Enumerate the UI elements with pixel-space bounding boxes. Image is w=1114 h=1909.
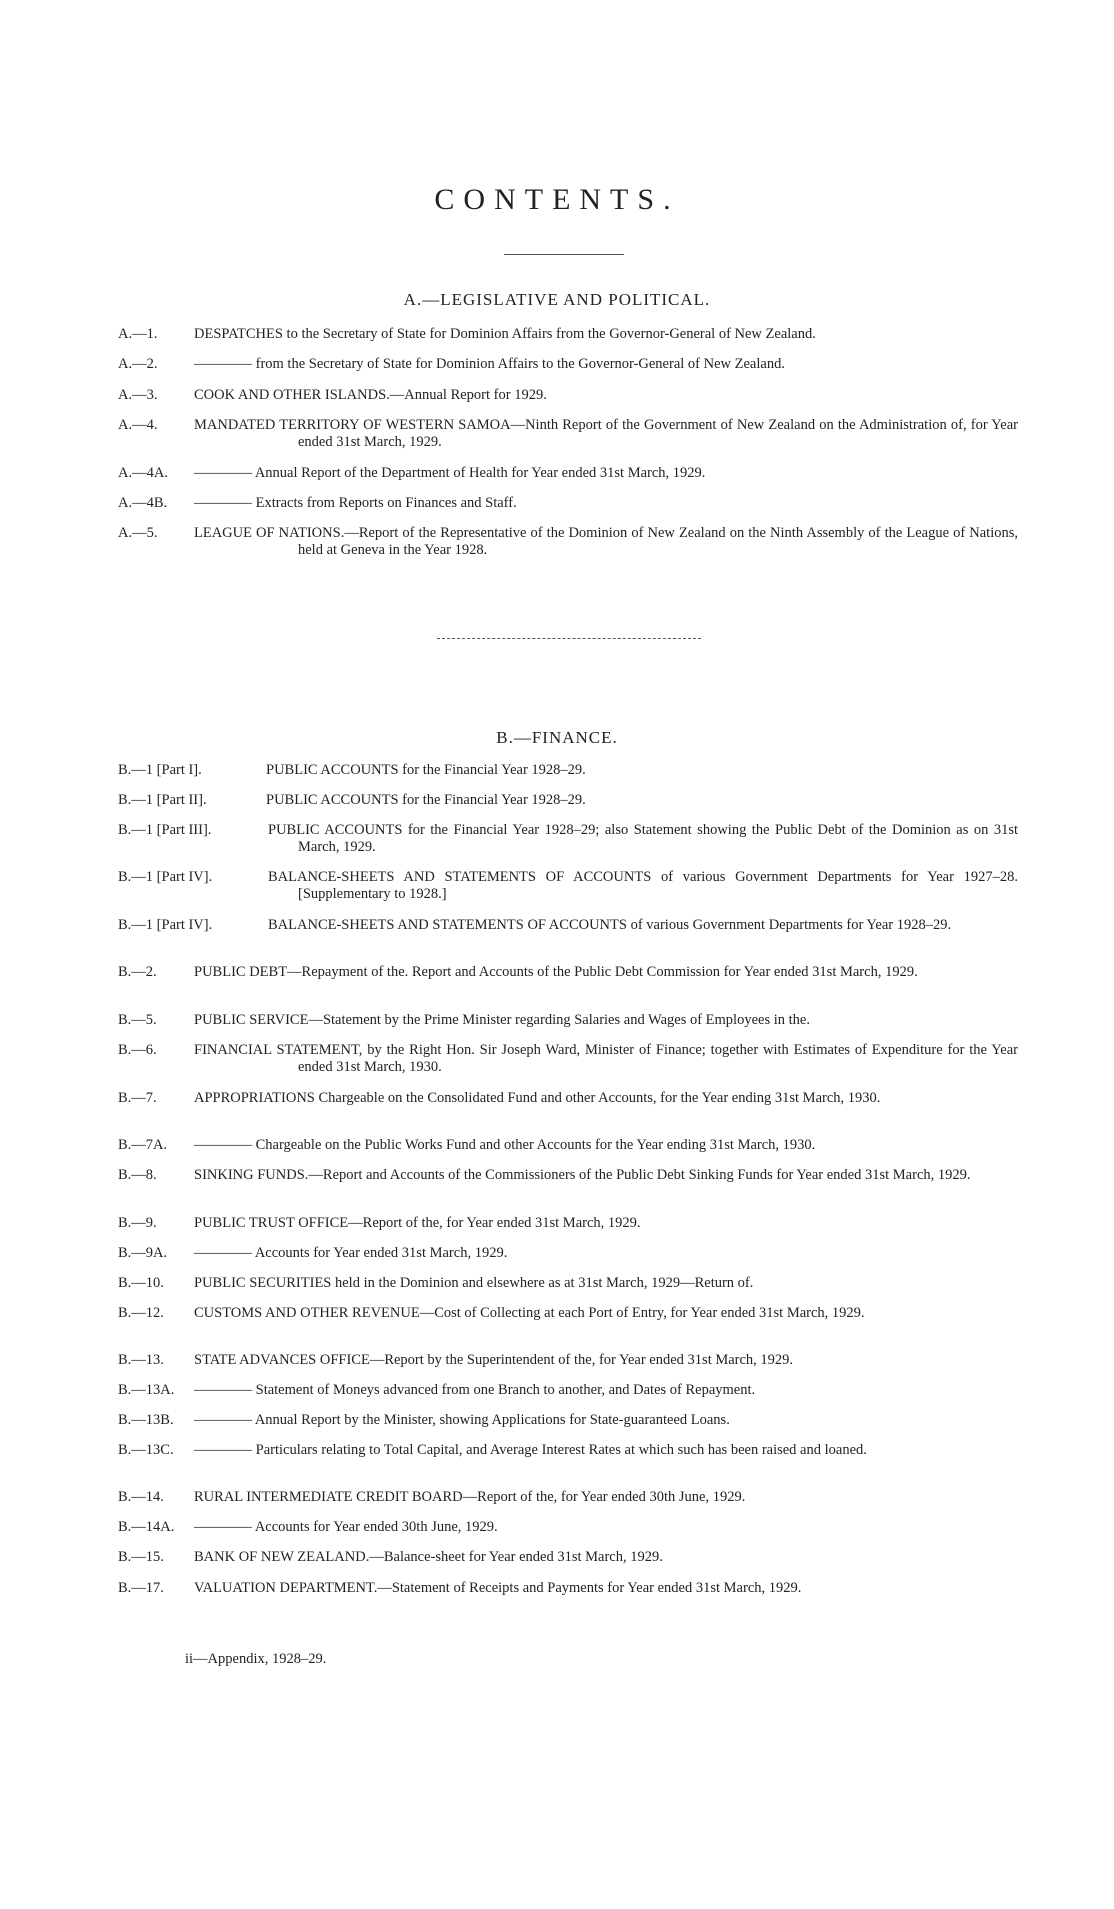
entry-code: A.—1. <box>118 326 158 342</box>
entry-text: ———— Annual Report by the Minister, showing Applications for State-guaranteed Loans. <box>194 1412 730 1428</box>
entry-code: B.—1 [Part I]. <box>118 762 202 778</box>
entry-text: CUSTOMS AND OTHER REVENUE—Cost of Collecting at each Port of Entry, for Year ended 31st March, 1929. <box>194 1305 865 1321</box>
entry-code: B.—13A. <box>118 1382 175 1398</box>
entry-code: A.—4A. <box>118 465 168 481</box>
section-b-heading: B.—FINANCE. <box>496 728 618 747</box>
entry-text: PUBLIC SERVICE—Statement by the Prime Minister regarding Salaries and Wages of Employees in the. <box>194 1012 810 1028</box>
title-rule <box>504 254 624 255</box>
entry-text: BALANCE-SHEETS AND STATEMENTS OF ACCOUNTS of various Government Departments for Year 1928–29. <box>268 917 952 933</box>
entry-text: PUBLIC TRUST OFFICE—Report of the, for Year ended 31st March, 1929. <box>194 1215 641 1231</box>
entry-text: ———— Statement of Moneys advanced from one Branch to another, and Dates of Repayment. <box>194 1382 756 1398</box>
entry-text: ———— Accounts for Year ended 30th June, 1929. <box>194 1519 498 1535</box>
entry-code: B.—7. <box>118 1090 157 1106</box>
entry-text: ———— Accounts for Year ended 31st March, 1929. <box>194 1245 508 1261</box>
entry-code: A.—4. <box>118 417 158 433</box>
entry-text: PUBLIC ACCOUNTS for the Financial Year 1928–29. <box>266 762 586 778</box>
entry-code: A.—5. <box>118 525 158 541</box>
entry-code: B.—15. <box>118 1549 164 1565</box>
page-footer: ii—Appendix, 1928–29. <box>185 1651 327 1667</box>
entry-text: PUBLIC ACCOUNTS for the Financial Year 1928–29; also Statement showing the Public Debt of the Dominion as on 31st March, 1929. <box>268 822 1018 855</box>
entry-text: LEAGUE OF NATIONS.—Report of the Representative of the Dominion of New Zealand on the Ninth Assembly of the League of Nations, held at Geneva in the Year 1928. <box>194 525 1018 558</box>
entry-text: ———— Chargeable on the Public Works Fund and other Accounts for the Year ending 31st March, 1930. <box>194 1137 816 1153</box>
entry-text: VALUATION DEPARTMENT.—Statement of Receipts and Payments for Year ended 31st March, 1929. <box>194 1580 802 1596</box>
entry-text: RURAL INTERMEDIATE CREDIT BOARD—Report of the, for Year ended 30th June, 1929. <box>194 1489 746 1505</box>
entry-text: APPROPRIATIONS Chargeable on the Consolidated Fund and other Accounts, for the Year ending 31st March, 1930. <box>194 1090 881 1106</box>
page-title: CONTENTS. <box>434 183 680 216</box>
entry-text: ———— from the Secretary of State for Dominion Affairs to the Governor-General of New Zealand. <box>194 356 785 372</box>
entry-text: PUBLIC ACCOUNTS for the Financial Year 1928–29. <box>266 792 586 808</box>
entry-code: B.—12. <box>118 1305 164 1321</box>
entry-code: B.—9A. <box>118 1245 168 1261</box>
entry-code: A.—3. <box>118 387 158 403</box>
entry-code: B.—1 [Part II]. <box>118 792 207 808</box>
entry-code: B.—1 [Part IV]. <box>118 917 213 933</box>
entry-text: MANDATED TERRITORY OF WESTERN SAMOA—Ninth Report of the Government of New Zealand on the Administration of, for Year ended 31st March, 1929. <box>194 417 1018 450</box>
entry-text: FINANCIAL STATEMENT, by the Right Hon. Sir Joseph Ward, Minister of Finance; together with Estimates of Expenditure for the Year ended 31st March, 1930. <box>194 1042 1018 1075</box>
entry-code: B.—14. <box>118 1489 164 1505</box>
entry-code: B.—6. <box>118 1042 157 1058</box>
entry-code: B.—13. <box>118 1352 164 1368</box>
entry-text: COOK AND OTHER ISLANDS.—Annual Report for 1929. <box>194 387 547 403</box>
entry-code: B.—10. <box>118 1275 164 1291</box>
entry-code: A.—2. <box>118 356 158 372</box>
entry-text: BANK OF NEW ZEALAND.—Balance-sheet for Year ended 31st March, 1929. <box>194 1549 663 1565</box>
entry-code: B.—14A. <box>118 1519 175 1535</box>
entry-code: B.—8. <box>118 1167 157 1183</box>
entry-code: B.—1 [Part IV]. <box>118 869 213 885</box>
entry-code: B.—17. <box>118 1580 164 1596</box>
entry-text: ———— Annual Report of the Department of Health for Year ended 31st March, 1929. <box>194 465 706 481</box>
section-divider <box>437 638 701 639</box>
section-a-heading: A.—LEGISLATIVE AND POLITICAL. <box>403 290 711 309</box>
entry-text: ———— Extracts from Reports on Finances and Staff. <box>194 495 517 511</box>
entry-text: DESPATCHES to the Secretary of State for Dominion Affairs from the Governor-General of New Zealand. <box>194 326 816 342</box>
entry-code: A.—4B. <box>118 495 168 511</box>
entry-text: STATE ADVANCES OFFICE—Report by the Superintendent of the, for Year ended 31st March, 1929. <box>194 1352 794 1368</box>
entry-text: BALANCE-SHEETS AND STATEMENTS OF ACCOUNTS of various Government Departments for Year 1927–28. [Supplementary to 1928.] <box>268 869 1018 902</box>
entry-text: PUBLIC DEBT—Repayment of the. Report and Accounts of the Public Debt Commission for Year ended 31st March, 1929. <box>194 964 918 980</box>
entry-code: B.—5. <box>118 1012 157 1028</box>
entry-code: B.—9. <box>118 1215 157 1231</box>
entry-code: B.—2. <box>118 964 157 980</box>
entry-text: SINKING FUNDS.—Report and Accounts of the Commissioners of the Public Debt Sinking Funds for Year ended 31st March, 1929. <box>194 1167 971 1183</box>
entry-text: ———— Particulars relating to Total Capital, and Average Interest Rates at which such has been raised and loaned. <box>194 1442 867 1458</box>
entry-code: B.—13B. <box>118 1412 174 1428</box>
entry-code: B.—7A. <box>118 1137 168 1153</box>
entry-text: PUBLIC SECURITIES held in the Dominion and elsewhere as at 31st March, 1929—Return of. <box>194 1275 754 1291</box>
entry-code: B.—13C. <box>118 1442 174 1458</box>
entry-code: B.—1 [Part III]. <box>118 822 212 838</box>
